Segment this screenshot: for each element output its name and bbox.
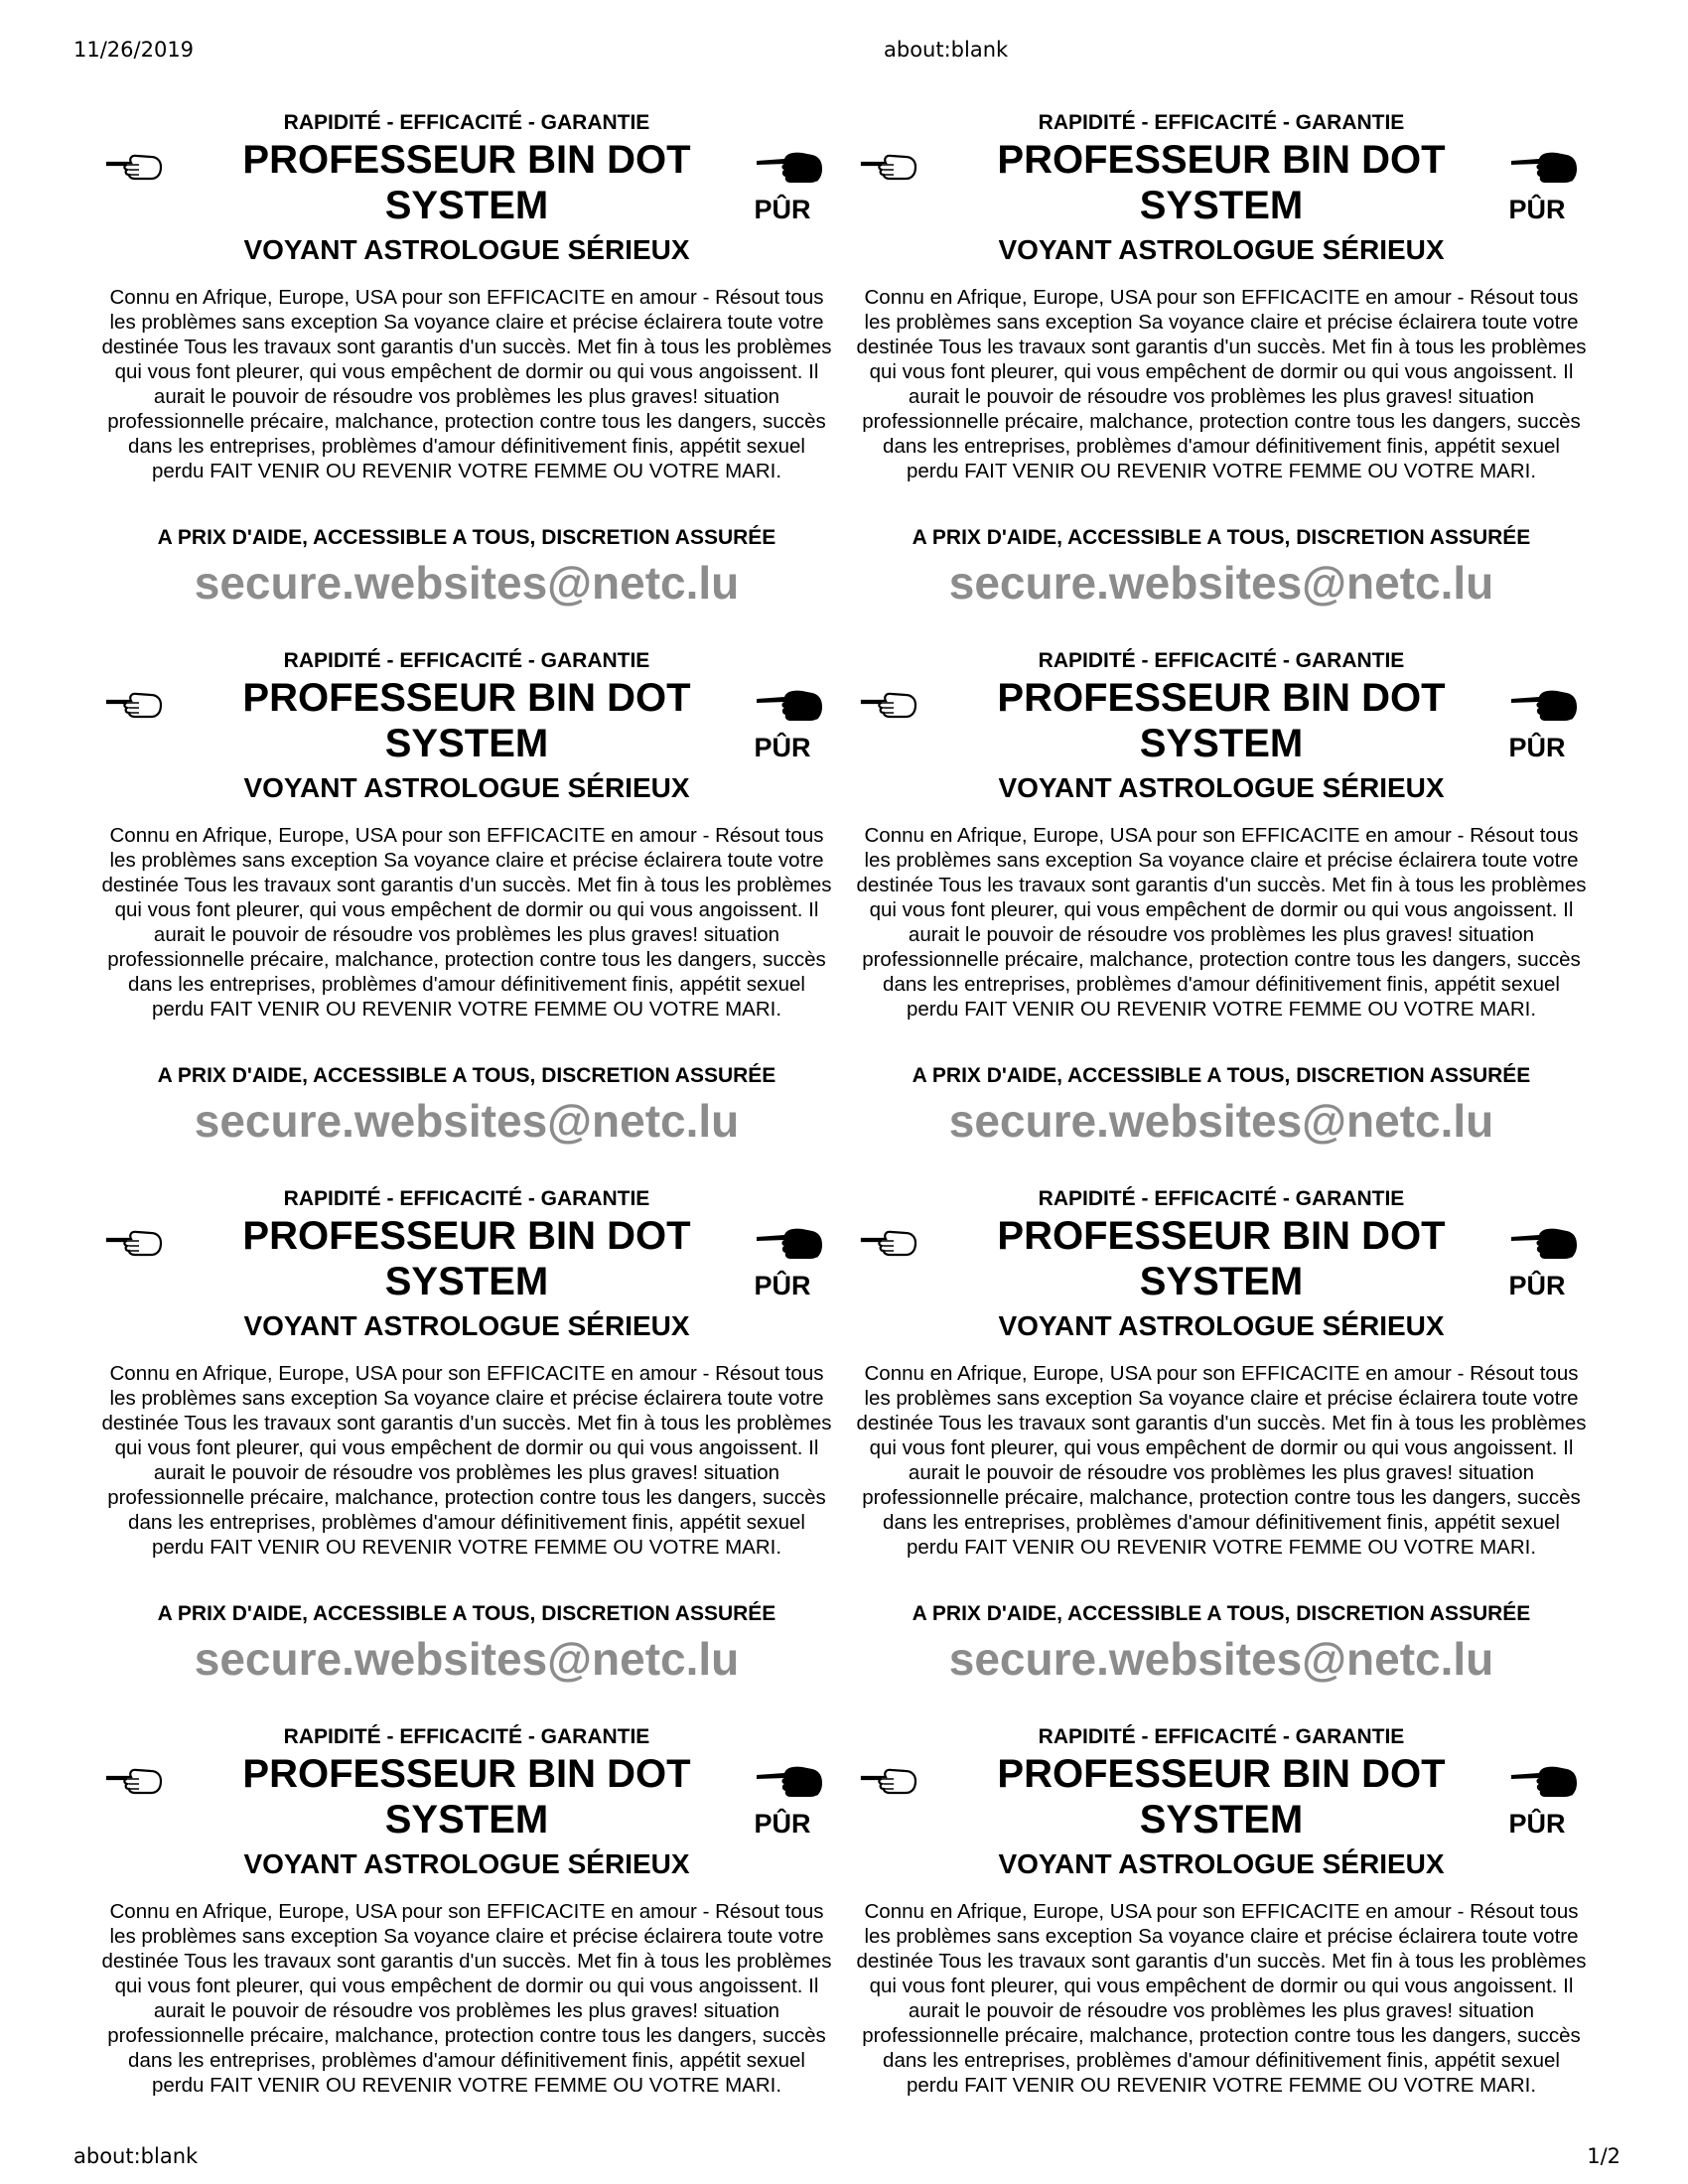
- ad-card: [99, 1614, 834, 2097]
- ad-card: [99, 1076, 834, 1685]
- ad-email: secure.websites@netc.lu: [194, 1633, 740, 1685]
- pointing-hand-filled-icon: [1509, 1763, 1579, 1801]
- ad-tagline: RAPIDITÉ - EFFICACITÉ - GARANTIE: [1038, 1187, 1405, 1210]
- ad-pricing: A PRIX D'AIDE, ACCESSIBLE A TOUS, DISCRETION ASSURÉE: [912, 526, 1531, 549]
- ad-subtitle: VOYANT ASTROLOGUE SÉRIEUX: [998, 234, 1445, 265]
- pointing-hand-outline-icon: [105, 1225, 165, 1261]
- ad-title: PROFESSEUR BIN DOT SYSTEM: [242, 1214, 691, 1303]
- ad-card: [99, 538, 834, 1147]
- ad-tagline: RAPIDITÉ - EFFICACITÉ - GARANTIE: [283, 649, 650, 672]
- ad-title: PROFESSEUR BIN DOT SYSTEM: [242, 676, 691, 765]
- ad-body: Connu en Afrique, Europe, USA pour son EFFICACITE en amour - Résout tous les problèmes sans exception Sa voyance claire et précise éclairera toute votre destinée Tous les travaux sont garantis d'un succès. Met fin à tous les problèmes qui vous font pleurer, qui vous empêchent de dormir ou qui vous angoissent. Il aurait le pouvoir de résoudre vos problèmes les plus graves! situation professionnelle précaire, malchance, protection contre tous les dangers, succès dans les entreprises, problèmes d'amour définitivement finis, appétit sexuel perdu FAIT VENIR OU REVENIR VOTRE FEMME OU VOTRE MARI.: [856, 1362, 1587, 1559]
- ad-subtitle: VOYANT ASTROLOGUE SÉRIEUX: [243, 772, 690, 803]
- ad-subtitle: VOYANT ASTROLOGUE SÉRIEUX: [998, 1848, 1445, 1879]
- ad-email: secure.websites@netc.lu: [194, 557, 740, 609]
- ad-subtitle: VOYANT ASTROLOGUE SÉRIEUX: [998, 1310, 1445, 1341]
- pointing-hand-filled-icon: [755, 149, 824, 187]
- pointing-hand-outline-icon: [105, 687, 165, 723]
- ad-card: [854, 0, 1589, 609]
- ad-email: secure.websites@netc.lu: [194, 1095, 740, 1147]
- pointing-hand-outline-icon: [860, 149, 919, 185]
- ad-pricing: A PRIX D'AIDE, ACCESSIBLE A TOUS, DISCRETION ASSURÉE: [157, 526, 776, 549]
- ad-pur-label: PÛR: [1508, 1271, 1566, 1300]
- ad-body: Connu en Afrique, Europe, USA pour son EFFICACITE en amour - Résout tous les problèmes sans exception Sa voyance claire et précise éclairera toute votre destinée Tous les travaux sont garantis d'un succès. Met fin à tous les problèmes qui vous font pleurer, qui vous empêchent de dormir ou qui vous angoissent. Il aurait le pouvoir de résoudre vos problèmes les plus graves! situation professionnelle précaire, malchance, protection contre tous les dangers, succès dans les entreprises, problèmes d'amour définitivement finis, appétit sexuel perdu FAIT VENIR OU REVENIR VOTRE FEMME OU VOTRE MARI.: [101, 286, 832, 482]
- print-footer: [0, 2144, 1688, 2184]
- ad-pricing: A PRIX D'AIDE, ACCESSIBLE A TOUS, DISCRETION ASSURÉE: [157, 1064, 776, 1087]
- ad-subtitle: VOYANT ASTROLOGUE SÉRIEUX: [998, 772, 1445, 803]
- ad-email: secure.websites@netc.lu: [948, 1633, 1494, 1685]
- ad-card: [99, 0, 834, 609]
- ad-title: PROFESSEUR BIN DOT SYSTEM: [997, 1214, 1446, 1303]
- pointing-hand-outline-icon: [860, 1225, 919, 1261]
- ad-title: PROFESSEUR BIN DOT SYSTEM: [997, 676, 1446, 765]
- ad-body: Connu en Afrique, Europe, USA pour son EFFICACITE en amour - Résout tous les problèmes sans exception Sa voyance claire et précise éclairera toute votre destinée Tous les travaux sont garantis d'un succès. Met fin à tous les problèmes qui vous font pleurer, qui vous empêchent de dormir ou qui vous angoissent. Il aurait le pouvoir de résoudre vos problèmes les plus graves! situation professionnelle précaire, malchance, protection contre tous les dangers, succès dans les entreprises, problèmes d'amour définitivement finis, appétit sexuel perdu FAIT VENIR OU REVENIR VOTRE FEMME OU VOTRE MARI.: [101, 1362, 832, 1559]
- pointing-hand-outline-icon: [105, 149, 165, 185]
- ad-tagline: RAPIDITÉ - EFFICACITÉ - GARANTIE: [1038, 1725, 1405, 1748]
- ad-email: secure.websites@netc.lu: [948, 1095, 1494, 1147]
- ad-title: PROFESSEUR BIN DOT SYSTEM: [242, 1752, 691, 1842]
- ad-title: PROFESSEUR BIN DOT SYSTEM: [997, 138, 1446, 227]
- ad-body: Connu en Afrique, Europe, USA pour son EFFICACITE en amour - Résout tous les problèmes sans exception Sa voyance claire et précise éclairera toute votre destinée Tous les travaux sont garantis d'un succès. Met fin à tous les problèmes qui vous font pleurer, qui vous empêchent de dormir ou qui vous angoissent. Il aurait le pouvoir de résoudre vos problèmes les plus graves! situation professionnelle précaire, malchance, protection contre tous les dangers, succès dans les entreprises, problèmes d'amour définitivement finis, appétit sexuel perdu FAIT VENIR OU REVENIR VOTRE FEMME OU VOTRE MARI.: [856, 824, 1587, 1021]
- ad-pur-label: PÛR: [1508, 195, 1566, 224]
- ad-pur-label: PÛR: [754, 1809, 811, 1839]
- ad-body: Connu en Afrique, Europe, USA pour son EFFICACITE en amour - Résout tous les problèmes sans exception Sa voyance claire et précise éclairera toute votre destinée Tous les travaux sont garantis d'un succès. Met fin à tous les problèmes qui vous font pleurer, qui vous empêchent de dormir ou qui vous angoissent. Il aurait le pouvoir de résoudre vos problèmes les plus graves! situation professionnelle précaire, malchance, protection contre tous les dangers, succès dans les entreprises, problèmes d'amour définitivement finis, appétit sexuel perdu FAIT VENIR OU REVENIR VOTRE FEMME OU VOTRE MARI.: [101, 1900, 832, 2097]
- print-url: about:blank: [884, 38, 1009, 62]
- pointing-hand-filled-icon: [1509, 1225, 1579, 1263]
- ad-pur-label: PÛR: [754, 1271, 811, 1300]
- pointing-hand-filled-icon: [1509, 687, 1579, 725]
- ad-body: Connu en Afrique, Europe, USA pour son EFFICACITE en amour - Résout tous les problèmes sans exception Sa voyance claire et précise éclairera toute votre destinée Tous les travaux sont garantis d'un succès. Met fin à tous les problèmes qui vous font pleurer, qui vous empêchent de dormir ou qui vous angoissent. Il aurait le pouvoir de résoudre vos problèmes les plus graves! situation professionnelle précaire, malchance, protection contre tous les dangers, succès dans les entreprises, problèmes d'amour définitivement finis, appétit sexuel perdu FAIT VENIR OU REVENIR VOTRE FEMME OU VOTRE MARI.: [101, 824, 832, 1021]
- ad-tagline: RAPIDITÉ - EFFICACITÉ - GARANTIE: [283, 1187, 650, 1210]
- ad-pricing: A PRIX D'AIDE, ACCESSIBLE A TOUS, DISCRETION ASSURÉE: [157, 1602, 776, 1625]
- pointing-hand-filled-icon: [755, 687, 824, 725]
- ad-subtitle: VOYANT ASTROLOGUE SÉRIEUX: [243, 1848, 690, 1879]
- ad-pur-label: PÛR: [754, 195, 811, 224]
- ad-body: Connu en Afrique, Europe, USA pour son EFFICACITE en amour - Résout tous les problèmes sans exception Sa voyance claire et précise éclairera toute votre destinée Tous les travaux sont garantis d'un succès. Met fin à tous les problèmes qui vous font pleurer, qui vous empêchent de dormir ou qui vous angoissent. Il aurait le pouvoir de résoudre vos problèmes les plus graves! situation professionnelle précaire, malchance, protection contre tous les dangers, succès dans les entreprises, problèmes d'amour définitivement finis, appétit sexuel perdu FAIT VENIR OU REVENIR VOTRE FEMME OU VOTRE MARI.: [856, 286, 1587, 482]
- pointing-hand-filled-icon: [755, 1763, 824, 1801]
- ad-card: [854, 1614, 1589, 2097]
- ad-subtitle: VOYANT ASTROLOGUE SÉRIEUX: [243, 1310, 690, 1341]
- ad-tagline: RAPIDITÉ - EFFICACITÉ - GARANTIE: [283, 111, 650, 134]
- print-date: 11/26/2019: [73, 38, 195, 62]
- ad-pur-label: PÛR: [1508, 1809, 1566, 1839]
- footer-url: about:blank: [73, 2144, 199, 2168]
- ad-pricing: A PRIX D'AIDE, ACCESSIBLE A TOUS, DISCRETION ASSURÉE: [912, 1064, 1531, 1087]
- ad-title: PROFESSEUR BIN DOT SYSTEM: [242, 138, 691, 227]
- ad-pur-label: PÛR: [1508, 733, 1566, 762]
- ad-card: [854, 538, 1589, 1147]
- ad-tagline: RAPIDITÉ - EFFICACITÉ - GARANTIE: [283, 1725, 650, 1748]
- ad-tagline: RAPIDITÉ - EFFICACITÉ - GARANTIE: [1038, 111, 1405, 134]
- ad-card: [854, 1076, 1589, 1685]
- pointing-hand-outline-icon: [105, 1763, 165, 1799]
- page-number: 1/2: [1587, 2144, 1620, 2168]
- ad-pricing: A PRIX D'AIDE, ACCESSIBLE A TOUS, DISCRETION ASSURÉE: [912, 1602, 1531, 1625]
- ad-tagline: RAPIDITÉ - EFFICACITÉ - GARANTIE: [1038, 649, 1405, 672]
- ad-subtitle: VOYANT ASTROLOGUE SÉRIEUX: [243, 234, 690, 265]
- pointing-hand-filled-icon: [755, 1225, 824, 1263]
- pointing-hand-outline-icon: [860, 687, 919, 723]
- ad-title: PROFESSEUR BIN DOT SYSTEM: [997, 1752, 1446, 1842]
- pointing-hand-outline-icon: [860, 1763, 919, 1799]
- ad-pur-label: PÛR: [754, 733, 811, 762]
- ad-body: Connu en Afrique, Europe, USA pour son EFFICACITE en amour - Résout tous les problèmes sans exception Sa voyance claire et précise éclairera toute votre destinée Tous les travaux sont garantis d'un succès. Met fin à tous les problèmes qui vous font pleurer, qui vous empêchent de dormir ou qui vous angoissent. Il aurait le pouvoir de résoudre vos problèmes les plus graves! situation professionnelle précaire, malchance, protection contre tous les dangers, succès dans les entreprises, problèmes d'amour définitivement finis, appétit sexuel perdu FAIT VENIR OU REVENIR VOTRE FEMME OU VOTRE MARI.: [856, 1900, 1587, 2097]
- ad-email: secure.websites@netc.lu: [948, 557, 1494, 609]
- pointing-hand-filled-icon: [1509, 149, 1579, 187]
